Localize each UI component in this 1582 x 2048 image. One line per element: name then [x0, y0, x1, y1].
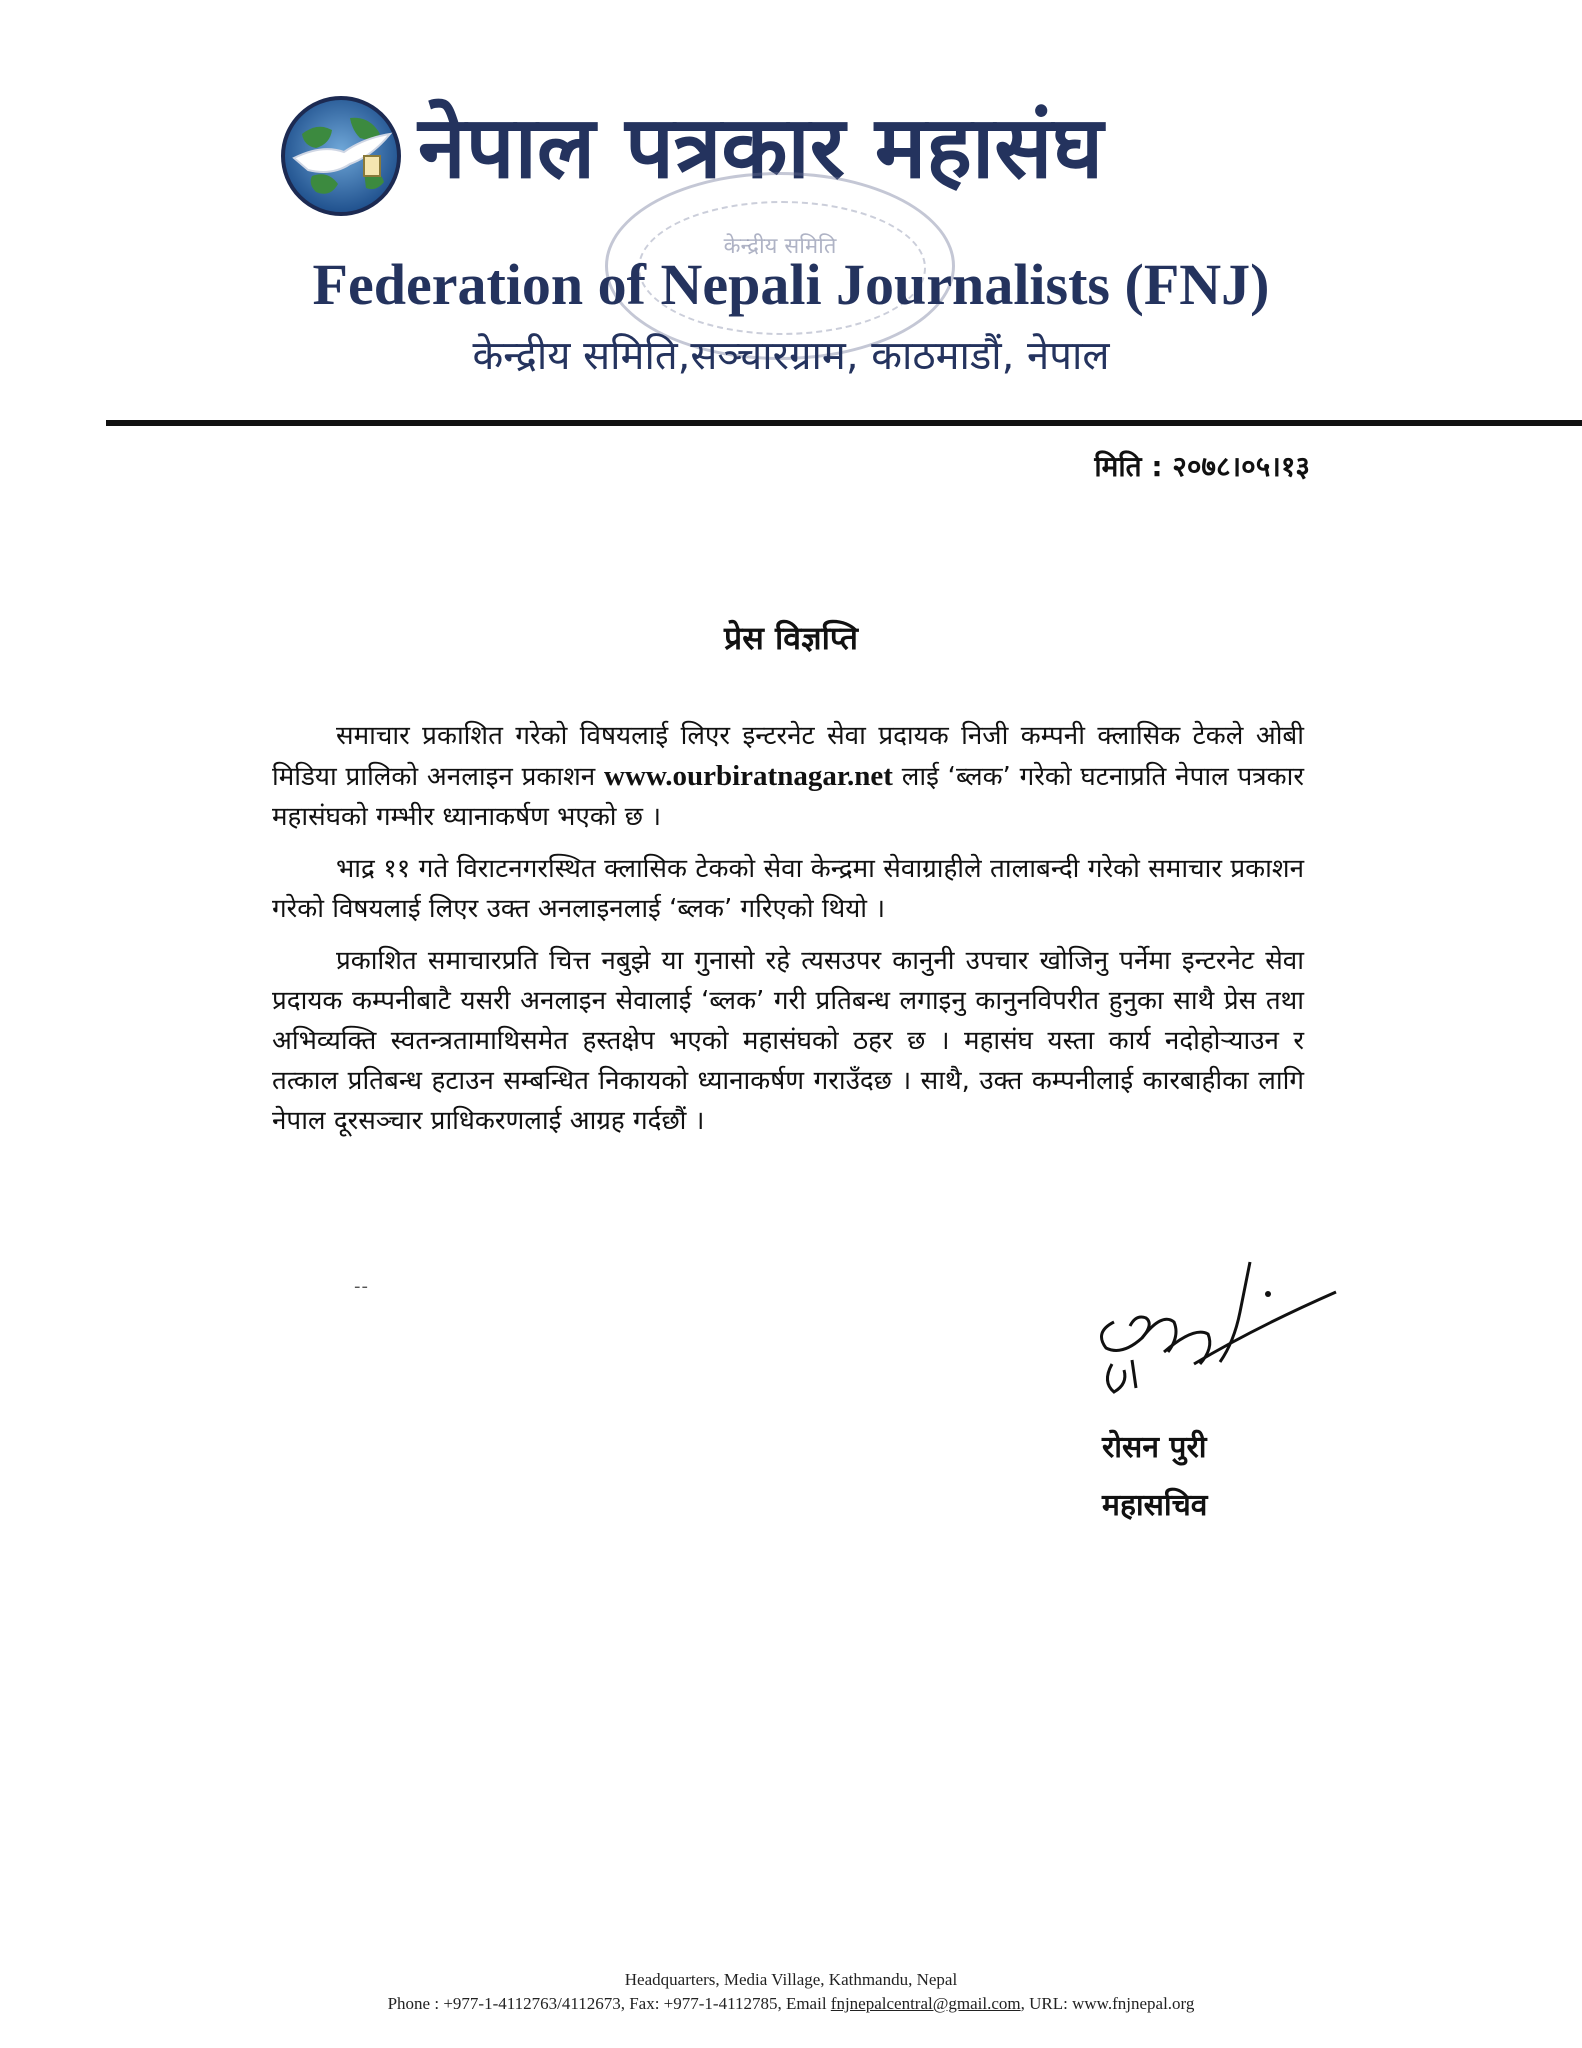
website-url: www.ourbiratnagar.net: [604, 760, 893, 792]
body-paragraph-1: [272, 716, 1304, 837]
header-divider: [106, 420, 1582, 426]
document-heading: प्रेस विज्ञप्ति: [724, 619, 858, 657]
organization-name-nepali: नेपाल पत्रकार महासंघ: [418, 98, 1104, 198]
footer-contact: [0, 1992, 1582, 2016]
footer-phone-fax: Phone : +977-1-4112763/4112673, Fax: +977-1-4112785, Email: [387, 1994, 827, 2013]
fnj-logo: [272, 94, 410, 218]
press-release-body: [272, 716, 1304, 1153]
organization-name-english: Federation of Nepali Journalists (FNJ): [312, 252, 1270, 317]
stamp-text: केन्द्रीय समिति: [723, 234, 837, 259]
body-paragraph-2: भाद्र ११ गते विराटनगरस्थित क्लासिक टेकको सेवा केन्द्रमा सेवाग्राहीले तालाबन्दी गरेको समाचार प्रकाशन गरेको विषयलाई लिएर उक्त अनलाइनलाई ‘ब्लक’ गरिएको थियो ।: [272, 854, 1304, 924]
footer-email-link[interactable]: fnjnepalcentral@gmail.com: [830, 1994, 1021, 2013]
document-date: [1020, 446, 1310, 488]
signatory-name: रोसन पुरी: [1102, 1430, 1207, 1465]
paragraph-1-text-start: समाचार प्रकाशित गरेको विषयलाई लिएर इन्टरनेट सेवा प्रदायक निजी कम्पनी क्लासिक टेकले ओबी मिडिया प्रालिको अनलाइन प्रकाशन: [272, 721, 1304, 792]
footer-address: Headquarters, Media Village, Kathmandu, Nepal: [624, 1970, 958, 1989]
date-label: मिति :: [1094, 450, 1163, 483]
footer-url: , URL: www.fnjnepal.org: [1020, 1994, 1195, 2013]
signature: [1084, 1252, 1350, 1424]
organization-address: केन्द्रीय समिति,सञ्चारग्राम, काठमाडौं, नेपाल: [472, 333, 1110, 379]
separator-dashes: --: [354, 1276, 369, 1297]
paragraph-1-text-end: लाई ‘ब्लक’ गरेको घटनाप्रति नेपाल पत्रकार महासंघको गम्भीर ध्यानाकर्षण भएको छ ।: [272, 762, 1304, 832]
date-value: २०७८।०५।१३: [1172, 450, 1310, 483]
body-paragraph-3: प्रकाशित समाचारप्रति चित्त नबुझे या गुनासो रहे त्यसउपर कानुनी उपचार खोजिनु पर्नेमा इन्टरनेट सेवा प्रदायक कम्पनीबाटै यसरी अनलाइन सेवालाई ‘ब्लक’ गरी प्रतिबन्ध लगाइनु कानुनविपरीत हुनुका साथै प्रेस तथा अभिव्यक्ति स्वतन्त्रतामाथिसमेत हस्तक्षेप भएको महासंघको ठहर छ । महासंघ यस्ता कार्य नदोहोऱ्याउन र तत्काल प्रतिबन्ध हटाउन सम्बन्धित निकायको ध्यानाकर्षण गराउँदछ । साथै, उक्त कम्पनीलाई कारबाहीका लागि नेपाल दूरसञ्चार प्राधिकरणलाई आग्रह गर्दछौं ।: [272, 946, 1304, 1136]
signatory-title: महासचिव: [1102, 1488, 1208, 1523]
